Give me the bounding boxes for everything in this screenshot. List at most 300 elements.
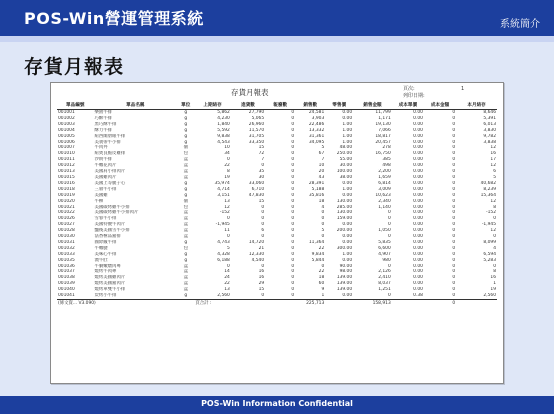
table-cell: 130.00 (336, 198, 353, 204)
col-header: 上期結存 (194, 101, 230, 110)
table-cell: 0.00 (342, 234, 353, 240)
table-cell: 盒 (183, 287, 188, 293)
table-cell: g (184, 180, 188, 186)
total-qty: 225,713 (295, 300, 325, 308)
table-cell: 33,060 (248, 180, 265, 186)
table-cell: 0 (227, 234, 230, 240)
table-cell: 盒 (183, 157, 188, 163)
table-cell: 0 (227, 263, 230, 269)
table-cell: 0 (452, 133, 456, 139)
table-cell: 35 (258, 169, 265, 175)
table-cell: 盒 (183, 275, 188, 281)
table-cell: 0 (387, 263, 391, 269)
table-cell: 美國肩小排肉片 (94, 169, 126, 175)
table-cell: 0 (291, 239, 295, 245)
table-cell: 13 (224, 198, 230, 204)
table-cell: 19 (490, 287, 496, 293)
table-cell: g (184, 127, 188, 133)
table-cell: 0.00 (342, 192, 353, 198)
table-cell: 巧酥牛排 (94, 115, 113, 121)
page-value: 1 (461, 86, 465, 92)
table-cell: 盒 (183, 222, 188, 228)
table-cell: 001028 (58, 228, 75, 234)
col-header: 進貨數 (231, 101, 265, 110)
table-cell: 0 (493, 234, 496, 240)
table-cell: 0 (291, 180, 295, 186)
table-cell: 5,862 (217, 110, 230, 115)
table-cell: 牛腩嫩燉肉專 (94, 263, 121, 269)
table-cell: 0 (291, 115, 295, 121)
table-cell: 001012 (58, 163, 75, 169)
table-cell: 6,710 (251, 186, 265, 192)
table-cell: 24,581 (308, 110, 325, 115)
table-cell: 美國上等腿子心 (94, 180, 126, 186)
table-cell: 包 (183, 245, 188, 251)
table-cell: 0.00 (413, 139, 423, 145)
table-cell: 0 (291, 287, 295, 293)
table-cell: 0 (452, 269, 456, 275)
slide-title: 存貨月報表 (24, 56, 125, 78)
inventory-table (57, 101, 497, 307)
table-cell: 0 (291, 281, 295, 287)
table-cell: 美國碳烤雞牛小排肉片 (94, 210, 139, 216)
table-cell: 2,340 (378, 198, 391, 204)
table-cell: 40,682 (480, 180, 496, 186)
table-cell: 盒 (183, 163, 188, 169)
totals-row (57, 300, 497, 308)
table-cell: 5,844 (311, 257, 325, 263)
table-cell: 6,013 (483, 121, 496, 127)
table-cell: 0 (291, 110, 295, 115)
table-cell: 0 (452, 239, 456, 245)
table-cell: 34 (224, 151, 230, 157)
table-cell: 8,099 (483, 239, 496, 245)
table-cell: 159.00 (336, 216, 353, 222)
table-cell: 30 (258, 174, 265, 180)
table-cell: 沙朗牛排 (94, 157, 113, 163)
table-cell: 0.00 (342, 180, 353, 186)
table-cell: 10,623 (375, 192, 391, 198)
table-cell: 0 (291, 169, 295, 175)
table-cell: 1.00 (342, 127, 353, 133)
table-cell: 24 (224, 275, 230, 281)
table-cell: 美義帶牛小排 (94, 139, 121, 145)
table-cell: 0 (291, 251, 295, 257)
table-cell: 5,283 (483, 257, 496, 263)
table-cell: 15 (258, 198, 265, 204)
table-cell: g (184, 293, 188, 299)
table-cell: 0 (452, 245, 456, 251)
table-cell: 0 (452, 110, 456, 115)
table-cell: 7,066 (378, 127, 391, 133)
table-cell: 0 (291, 133, 295, 139)
table-cell: 001039 (58, 281, 75, 287)
table-cell: 001037 (58, 269, 75, 275)
table-cell: 盒 (183, 174, 188, 180)
table-cell: 13 (224, 287, 230, 293)
table-cell: 4,714 (217, 186, 230, 192)
table-cell: 牛柳 (94, 198, 104, 204)
total-amount: 158,913 (353, 300, 392, 308)
table-cell: 4,743 (217, 239, 230, 245)
table-cell: 139.00 (336, 281, 353, 287)
table-cell: 0.00 (413, 287, 423, 293)
table-cell: g (184, 239, 188, 245)
table-cell: 0 (291, 145, 295, 151)
table-cell: 0 (291, 257, 295, 263)
table-cell: 1.00 (342, 186, 353, 192)
table-cell: 20 (318, 169, 325, 175)
table-cell: 5 (493, 174, 496, 180)
table-cell: 0 (291, 275, 295, 281)
table-cell: 18 (318, 275, 325, 281)
table-cell: 0 (291, 263, 295, 269)
table-cell: 9 (321, 287, 325, 293)
table-cell: 1,171 (378, 115, 391, 121)
table-header-row (57, 101, 497, 110)
table-cell: 980 (382, 257, 391, 263)
table-cell: 0 (452, 287, 456, 293)
table-cell: 0.00 (413, 110, 423, 115)
table-cell: 0 (452, 293, 456, 299)
table-cell: 22,486 (308, 121, 325, 127)
table-cell: 001003 (58, 121, 75, 127)
table-cell: 0.00 (342, 257, 353, 263)
table-cell: 98.00 (339, 269, 353, 275)
table-cell: 2,200 (378, 169, 391, 175)
table-cell: 5,065 (251, 115, 265, 121)
table-cell: 0 (291, 234, 295, 240)
table-cell: 0.00 (413, 216, 423, 222)
table-cell: 12 (490, 163, 496, 169)
table-cell: 0 (291, 127, 295, 133)
table-cell: 0 (261, 163, 265, 169)
table-cell: 0 (452, 192, 456, 198)
table-cell: g (184, 133, 188, 139)
table-cell: 1 (493, 281, 496, 287)
table-cell: 8,239 (483, 186, 496, 192)
table-cell: 13,332 (308, 127, 325, 133)
table-cell: 12 (490, 198, 496, 204)
table-cell: 0 (452, 275, 456, 281)
table-cell: 0.00 (413, 115, 423, 121)
table-cell: 1.00 (342, 139, 353, 145)
table-cell: 8 (493, 269, 496, 275)
table-cell: -1,945 (481, 222, 496, 228)
table-cell: 0 (387, 222, 391, 228)
table-cell: 0 (291, 198, 295, 204)
table-cell: 0 (452, 127, 456, 133)
table-cell: 0.00 (342, 115, 353, 121)
table-cell: 8,037 (378, 281, 391, 287)
table-cell: 1,659 (378, 174, 391, 180)
table-cell: 31,705 (248, 133, 265, 139)
table-cell: 0.00 (413, 245, 423, 251)
table-cell: 385 (382, 157, 391, 163)
table-cell: 2,560 (483, 293, 496, 299)
table-cell: 001030 (58, 234, 75, 240)
table-cell: 47,830 (248, 192, 265, 198)
table-cell: 0 (452, 115, 456, 121)
table-cell: 10 (318, 163, 325, 169)
table-cell: 0 (291, 204, 295, 210)
table-cell: 4,328 (217, 251, 230, 257)
table-cell: 48.00 (339, 145, 353, 151)
table-cell: 0.00 (413, 192, 423, 198)
table-cell: 0.00 (413, 251, 423, 257)
col-header: 成本單價 (392, 101, 424, 110)
table-cell: 0 (452, 234, 456, 240)
table-cell: 278 (382, 145, 391, 151)
table-cell: 18 (318, 198, 325, 204)
table-cell: 001004 (58, 127, 75, 133)
table-cell: 130.00 (336, 210, 353, 216)
table-cell: 0 (291, 269, 295, 275)
table-cell: 0 (261, 222, 265, 228)
table-cell: 5,835 (378, 239, 391, 245)
table-cell: 燒烤牛肉專 (94, 269, 117, 275)
table-cell: 0 (452, 186, 456, 192)
table-cell: 16 (258, 275, 265, 281)
table-cell: 0 (227, 157, 230, 163)
table-cell: 1.00 (342, 121, 353, 127)
table-cell: 001031 (58, 239, 75, 245)
table-cell: 7 (321, 157, 325, 163)
totals-label: 頁合計 : (194, 300, 265, 308)
table-cell: 001041 (58, 293, 75, 299)
table-cell: 001007 (58, 145, 75, 151)
table-cell: 0.38 (413, 293, 423, 299)
table-cell: 001036 (58, 263, 75, 269)
table-cell: 4 (321, 204, 325, 210)
table-cell: 豔後美國雪牛小排 (94, 228, 130, 234)
table-cell: 20,457 (375, 139, 391, 145)
table-cell: 17 (490, 157, 496, 163)
table-cell: 盒 (183, 216, 188, 222)
table-cell: 0 (291, 157, 295, 163)
table-cell: 0.00 (413, 180, 423, 186)
report-meta (403, 86, 465, 100)
table-cell: 139.00 (336, 287, 353, 293)
table-cell: g (184, 139, 188, 145)
table-cell: 001033 (58, 251, 75, 257)
table-cell: 3,009 (378, 186, 391, 192)
table-cell: 0.00 (413, 204, 423, 210)
table-cell: 0 (452, 222, 456, 228)
table-cell: 2,560 (217, 293, 230, 299)
table-cell: 0 (452, 121, 456, 127)
table-cell: g (184, 110, 188, 115)
print-date-label: 列印日期: (403, 93, 425, 99)
table-cell: 0 (321, 234, 325, 240)
table-cell: 001032 (58, 245, 75, 251)
table-cell: 22 (224, 163, 230, 169)
table-cell: 8 (227, 169, 230, 175)
table-cell: 6 (493, 169, 496, 175)
table-cell: 38.00 (339, 174, 353, 180)
table-cell: 22 (224, 281, 230, 287)
table-cell: 9,834 (311, 251, 325, 257)
table-cell: 16 (490, 275, 496, 281)
table-cell: 盒 (183, 234, 188, 240)
table-cell: 0.00 (342, 293, 353, 299)
table-cell: 001005 (58, 133, 75, 139)
table-cell: 3,838 (483, 139, 496, 145)
table-cell: 001027 (58, 222, 75, 228)
table-cell: 1 (321, 293, 325, 299)
table-cell: 6,594 (483, 251, 496, 257)
table-cell: g (184, 186, 188, 192)
table-cell: 0 (291, 216, 295, 222)
table-cell: 樂園牛排 (94, 110, 113, 115)
table-cell: 16 (490, 151, 496, 157)
table-cell: 001013 (58, 169, 75, 175)
table-cell: 0 (321, 222, 325, 228)
table-cell: 0 (452, 228, 456, 234)
table-cell: 35,974 (214, 180, 230, 186)
table-cell: 250.00 (336, 151, 353, 157)
table-cell: 燒烤單雙牛小排 (94, 287, 126, 293)
system-intro-link[interactable]: 系統簡介 (500, 19, 540, 30)
table-cell: 1.00 (342, 133, 353, 139)
table-cell: 0.00 (413, 234, 423, 240)
table-cell: 19,130 (375, 121, 391, 127)
table-cell: 0 (452, 180, 456, 186)
table-cell: -1,945 (215, 222, 230, 228)
total-cost: 0 (424, 300, 456, 308)
table-cell: 60 (318, 281, 325, 287)
table-cell: 5 (227, 245, 230, 251)
table-cell: 牛嫩花肉片 (94, 163, 117, 169)
table-cell: 0 (261, 216, 265, 222)
table-cell: 0 (452, 263, 456, 269)
table-cell: 001040 (58, 287, 75, 293)
table-cell: 0 (452, 281, 456, 287)
table-cell: 0 (452, 139, 456, 145)
table-cell: 2,126 (378, 269, 391, 275)
table-cell: 18,817 (375, 133, 391, 139)
table-cell: -152 (219, 210, 230, 216)
table-cell: 0 (291, 186, 295, 192)
table-cell: 67 (318, 151, 325, 157)
table-cell: 001010 (58, 151, 75, 157)
header-strip (0, 36, 554, 42)
report-title: 存貨月報表 (231, 88, 269, 97)
table-cell: 12 (490, 228, 496, 234)
table-cell: 15,364 (480, 192, 496, 198)
table-cell: 0 (387, 234, 391, 240)
table-cell: 盒 (183, 269, 188, 275)
table-cell: 001026 (58, 216, 75, 222)
table-cell: 35,816 (308, 192, 325, 198)
confidential-notice: POS-Win Information Confidential (201, 399, 353, 408)
table-cell: 盒 (183, 210, 188, 216)
table-cell: 0 (452, 163, 456, 169)
table-cell: 0.00 (413, 169, 423, 175)
table-cell: 0 (291, 210, 295, 216)
table-cell: 0 (321, 216, 325, 222)
table-cell: 001006 (58, 139, 75, 145)
table-cell: 個 (183, 145, 188, 151)
col-header: 銷售金額 (353, 101, 392, 110)
table-cell: 0 (291, 174, 295, 180)
table-cell: 11,364 (308, 239, 325, 245)
table-cell: 0.00 (342, 110, 353, 115)
table-cell: 1.00 (342, 251, 353, 257)
table-cell: 15 (258, 145, 265, 151)
table-cell: 6,814 (378, 180, 391, 186)
table-cell: 燒烤美國雞肉片 (94, 275, 126, 281)
table-cell: 0 (261, 263, 265, 269)
table-cell: 0.00 (413, 275, 423, 281)
col-header: 報廢數 (265, 101, 295, 110)
table-cell: 16 (258, 269, 265, 275)
table-cell: 0 (261, 204, 265, 210)
table-cell: 0 (321, 210, 325, 216)
table-cell: 0.00 (413, 163, 423, 169)
table-cell: 0 (387, 210, 391, 216)
table-cell: 2,410 (378, 275, 391, 281)
table-cell: 0 (261, 293, 265, 299)
table-cell: 9,838 (217, 133, 230, 139)
version-note: (條文資... V3.090) (57, 300, 177, 308)
table-cell: 12 (224, 204, 230, 210)
table-cell: 8,646 (483, 110, 496, 115)
table-cell: 139.00 (336, 275, 353, 281)
table-cell: 盒 (183, 169, 188, 175)
table-cell: 4,907 (378, 251, 391, 257)
table-cell: 雪蓉牛小排 (94, 216, 117, 222)
table-cell: 30.00 (339, 163, 353, 169)
app-title: POS-Win營運管理系統 (24, 9, 204, 28)
table-cell: 6,600 (378, 245, 391, 251)
report-preview (50, 82, 504, 384)
table-cell: 001002 (58, 115, 75, 121)
table-cell: 5 (321, 145, 325, 151)
col-header: 零售價 (325, 101, 353, 110)
table-cell: 0 (291, 228, 295, 234)
table-cell: 炭烤小牛排 (94, 293, 117, 299)
table-cell: 43 (318, 174, 325, 180)
table-cell: 12,330 (248, 251, 265, 257)
table-cell: 16,750 (375, 151, 391, 157)
table-cell: 0 (387, 293, 391, 299)
table-cell: 200.00 (336, 228, 353, 234)
table-cell: 0 (493, 263, 496, 269)
table-cell: 美國雞肉片 (94, 174, 117, 180)
table-cell: 個 (183, 198, 188, 204)
table-cell: 0.00 (413, 121, 423, 127)
table-cell: 牛嫩腱 (94, 245, 108, 251)
table-cell: 001020 (58, 198, 75, 204)
table-cell: 盒 (183, 281, 188, 287)
table-cell: g (184, 257, 188, 263)
table-cell: 澳牛肚 (94, 257, 108, 263)
table-cell: 0 (452, 204, 456, 210)
table-cell: 0.00 (413, 198, 423, 204)
page-label: 頁次: (403, 86, 415, 92)
table-cell: 0.00 (413, 127, 423, 133)
table-cell: 0.00 (413, 133, 423, 139)
table-cell: 100.00 (336, 169, 353, 175)
table-cell: 3,830 (483, 127, 496, 133)
table-cell: 0.00 (413, 210, 423, 216)
table-cell: 0 (452, 145, 456, 151)
table-cell: 0 (452, 157, 456, 163)
table-cell: 酥力牛排 (94, 127, 113, 133)
table-cell: 6 (261, 228, 265, 234)
table-cell: 1,840 (217, 121, 230, 127)
